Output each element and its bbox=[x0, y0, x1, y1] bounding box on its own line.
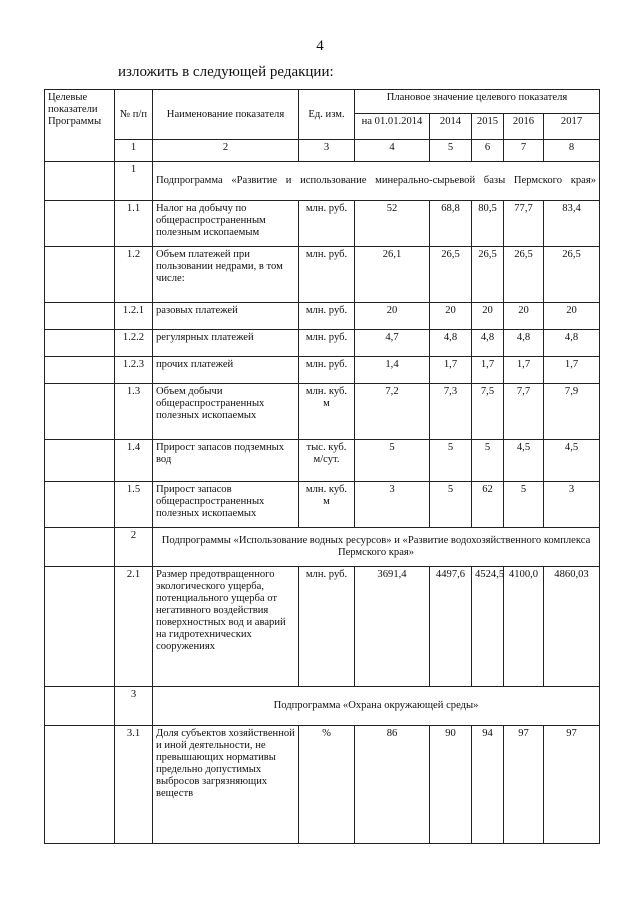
value-cell: 7,5 bbox=[472, 384, 504, 440]
table-row bbox=[45, 384, 600, 440]
goals-column-header: Целевые показатели Программы bbox=[48, 92, 102, 127]
row-number: 1.2.1 bbox=[115, 303, 153, 330]
year-header: 2014 bbox=[430, 114, 472, 140]
row-number: 1.2.3 bbox=[115, 357, 153, 384]
page-number: 4 bbox=[316, 38, 324, 54]
goals-column-cell bbox=[45, 90, 115, 162]
value-cell: 20 bbox=[472, 303, 504, 330]
value-cell: 4,5 bbox=[504, 440, 544, 482]
value-cell: 97 bbox=[504, 726, 544, 844]
unit: млн. руб. bbox=[299, 303, 355, 330]
goals-cell bbox=[45, 482, 115, 528]
value-cell: 4524,5 bbox=[472, 567, 504, 687]
unit: % bbox=[299, 726, 355, 844]
table-body bbox=[45, 162, 600, 844]
value-cell: 3 bbox=[544, 482, 600, 528]
unit: млн. куб. м bbox=[299, 384, 355, 440]
unit: млн. руб. bbox=[299, 330, 355, 357]
goals-cell bbox=[45, 726, 115, 844]
goals-cell bbox=[45, 357, 115, 384]
value-cell: 4,8 bbox=[430, 330, 472, 357]
table-row bbox=[45, 247, 600, 303]
row-number: 3.1 bbox=[115, 726, 153, 844]
value-cell: 4497,6 bbox=[430, 567, 472, 687]
subprogram-row bbox=[45, 687, 600, 726]
goals-cell bbox=[45, 384, 115, 440]
row-number: 1.5 bbox=[115, 482, 153, 528]
table-row bbox=[45, 482, 600, 528]
table-row bbox=[45, 440, 600, 482]
intro-text: изложить в следующей редакции: bbox=[118, 64, 334, 80]
value-cell: 26,1 bbox=[355, 247, 430, 303]
value-cell: 3691,4 bbox=[355, 567, 430, 687]
unit: млн. руб. bbox=[299, 201, 355, 247]
table-row bbox=[45, 303, 600, 330]
indicators-table bbox=[44, 89, 600, 844]
value-cell: 4100,0 bbox=[504, 567, 544, 687]
table-row bbox=[45, 726, 600, 844]
value-cell: 20 bbox=[544, 303, 600, 330]
year-header: 2016 bbox=[504, 114, 544, 140]
value-cell: 1,4 bbox=[355, 357, 430, 384]
value-cell: 52 bbox=[355, 201, 430, 247]
row-number: 2.1 bbox=[115, 567, 153, 687]
value-cell: 3 bbox=[355, 482, 430, 528]
header-row bbox=[45, 90, 600, 114]
unit: млн. руб. bbox=[299, 247, 355, 303]
value-cell: 4,8 bbox=[504, 330, 544, 357]
goals-cell bbox=[45, 440, 115, 482]
goals-cell bbox=[45, 528, 115, 567]
row-number: 1.3 bbox=[115, 384, 153, 440]
value-cell: 4860,03 bbox=[544, 567, 600, 687]
value-cell: 20 bbox=[430, 303, 472, 330]
column-number: 3 bbox=[299, 140, 355, 162]
value-cell: 20 bbox=[504, 303, 544, 330]
column-number: 4 bbox=[355, 140, 430, 162]
plan-value-header: Плановое значение целевого показателя bbox=[355, 90, 600, 114]
subprogram-number: 3 bbox=[115, 687, 153, 726]
goals-cell bbox=[45, 330, 115, 357]
subprogram-title: Подпрограмма «Развитие и использование минерально-сырьевой базы Пермского края» bbox=[153, 162, 600, 201]
value-cell: 1,7 bbox=[544, 357, 600, 384]
num-column-header: № п/п bbox=[115, 90, 153, 140]
value-cell: 4,5 bbox=[544, 440, 600, 482]
value-cell: 5 bbox=[430, 482, 472, 528]
row-number: 1.2 bbox=[115, 247, 153, 303]
value-cell: 62 bbox=[472, 482, 504, 528]
table-row bbox=[45, 330, 600, 357]
value-cell: 1,7 bbox=[430, 357, 472, 384]
unit-column-header: Ед. изм. bbox=[299, 90, 355, 140]
year-header: 2017 bbox=[544, 114, 600, 140]
indicator-name: Налог на добычу по общераспространенным полезным ископаемым bbox=[153, 201, 299, 247]
goals-cell bbox=[45, 162, 115, 201]
value-cell: 20 bbox=[355, 303, 430, 330]
value-cell: 4,8 bbox=[544, 330, 600, 357]
value-cell: 4,7 bbox=[355, 330, 430, 357]
value-cell: 26,5 bbox=[472, 247, 504, 303]
indicator-name: Прирост запасов подземных вод bbox=[153, 440, 299, 482]
indicator-name: прочих платежей bbox=[153, 357, 299, 384]
column-number: 6 bbox=[472, 140, 504, 162]
value-cell: 4,8 bbox=[472, 330, 504, 357]
value-cell: 97 bbox=[544, 726, 600, 844]
unit: млн. руб. bbox=[299, 567, 355, 687]
column-numbers-row bbox=[45, 140, 600, 162]
value-cell: 1,7 bbox=[504, 357, 544, 384]
value-cell: 5 bbox=[472, 440, 504, 482]
indicator-name: разовых платежей bbox=[153, 303, 299, 330]
goals-cell bbox=[45, 303, 115, 330]
table-row bbox=[45, 201, 600, 247]
indicator-name: Объем добычи общераспространенных полезных ископаемых bbox=[153, 384, 299, 440]
unit: тыс. куб. м/сут. bbox=[299, 440, 355, 482]
value-cell: 26,5 bbox=[430, 247, 472, 303]
indicator-name: Размер предотвращенного экологического ущерба, потенциального ущерба от негативного воздействия поверхностных вод и аварий на гидротехнических сооружениях bbox=[153, 567, 299, 687]
row-number: 1.2.2 bbox=[115, 330, 153, 357]
goals-cell bbox=[45, 567, 115, 687]
year-header: на 01.01.2014 bbox=[355, 114, 430, 140]
goals-cell bbox=[45, 201, 115, 247]
column-number: 5 bbox=[430, 140, 472, 162]
column-number: 2 bbox=[153, 140, 299, 162]
value-cell: 80,5 bbox=[472, 201, 504, 247]
column-number: 8 bbox=[544, 140, 600, 162]
value-cell: 26,5 bbox=[544, 247, 600, 303]
year-header: 2015 bbox=[472, 114, 504, 140]
subprogram-title: Подпрограмма «Охрана окружающей среды» bbox=[153, 687, 600, 726]
subprogram-number: 2 bbox=[115, 528, 153, 567]
value-cell: 94 bbox=[472, 726, 504, 844]
value-cell: 7,2 bbox=[355, 384, 430, 440]
table-row bbox=[45, 357, 600, 384]
table-row bbox=[45, 567, 600, 687]
value-cell: 7,9 bbox=[544, 384, 600, 440]
value-cell: 5 bbox=[504, 482, 544, 528]
value-cell: 90 bbox=[430, 726, 472, 844]
column-number: 7 bbox=[504, 140, 544, 162]
value-cell: 83,4 bbox=[544, 201, 600, 247]
indicator-name: регулярных платежей bbox=[153, 330, 299, 357]
value-cell: 68,8 bbox=[430, 201, 472, 247]
indicator-name: Прирост запасов общераспространенных полезных ископаемых bbox=[153, 482, 299, 528]
subprogram-row bbox=[45, 162, 600, 201]
value-cell: 7,7 bbox=[504, 384, 544, 440]
value-cell: 5 bbox=[355, 440, 430, 482]
goals-cell bbox=[45, 687, 115, 726]
row-number: 1.4 bbox=[115, 440, 153, 482]
goals-cell bbox=[45, 247, 115, 303]
value-cell: 1,7 bbox=[472, 357, 504, 384]
subprogram-row bbox=[45, 528, 600, 567]
value-cell: 86 bbox=[355, 726, 430, 844]
value-cell: 5 bbox=[430, 440, 472, 482]
value-cell: 77,7 bbox=[504, 201, 544, 247]
unit: млн. руб. bbox=[299, 357, 355, 384]
indicator-name: Доля субъектов хозяйственной и иной деятельности, не превышающих нормативы предельно допустимых выбросов загрязняющих веществ bbox=[153, 726, 299, 844]
unit: млн. куб. м bbox=[299, 482, 355, 528]
value-cell: 26,5 bbox=[504, 247, 544, 303]
column-number: 1 bbox=[115, 140, 153, 162]
subprogram-number: 1 bbox=[115, 162, 153, 201]
value-cell: 7,3 bbox=[430, 384, 472, 440]
indicator-name: Объем платежей при пользовании недрами, в том числе: bbox=[153, 247, 299, 303]
name-column-header: Наименование показателя bbox=[153, 90, 299, 140]
row-number: 1.1 bbox=[115, 201, 153, 247]
subprogram-title: Подпрограммы «Использование водных ресурсов» и «Развитие водохозяйственного комплекса Пермского края» bbox=[153, 528, 600, 567]
